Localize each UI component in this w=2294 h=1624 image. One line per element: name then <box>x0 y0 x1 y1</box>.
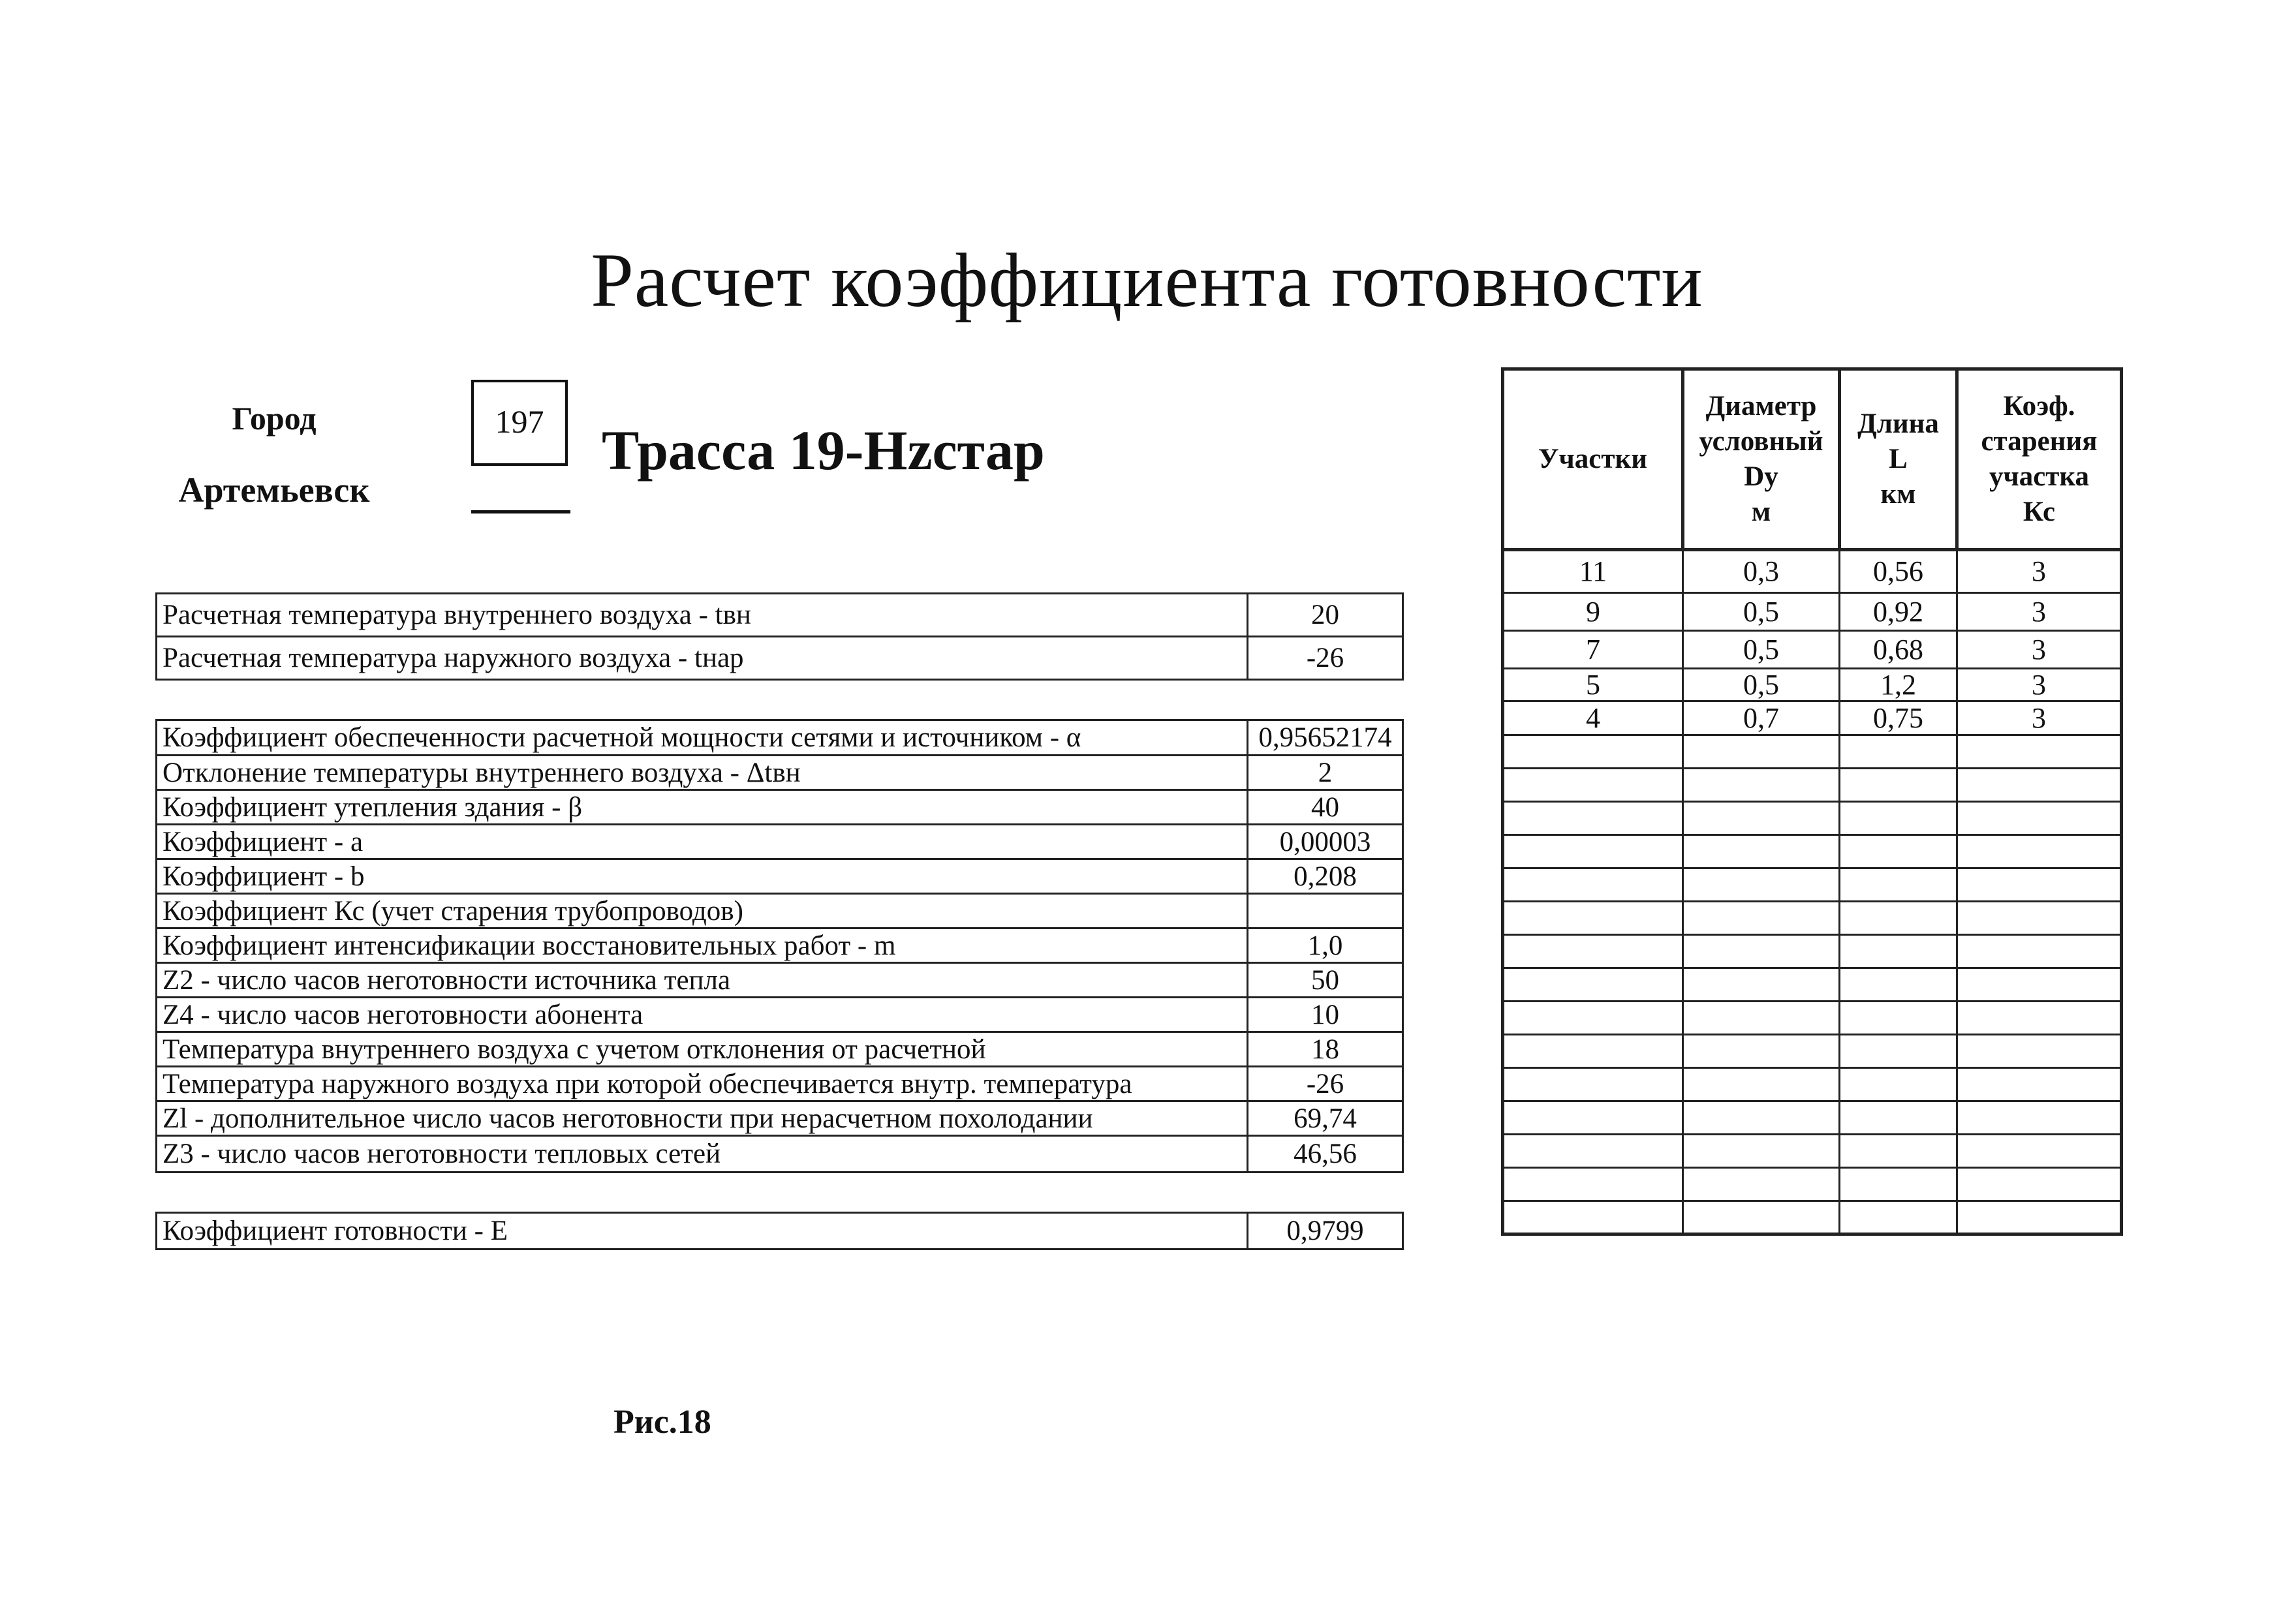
empty-cell <box>1683 1101 1840 1135</box>
header-line: участка <box>1989 461 2090 492</box>
empty-cell <box>1957 735 2122 769</box>
param-value: 1,0 <box>1248 928 1403 963</box>
empty-cell <box>1957 902 2122 935</box>
city-code-box: 197 <box>471 380 568 466</box>
coefficient-row <box>157 1032 1403 1067</box>
empty-cell <box>1683 1002 1840 1035</box>
table-row <box>1503 701 2122 735</box>
empty-cell <box>1840 902 1957 935</box>
empty-row <box>1503 1068 2122 1101</box>
coefficient-row <box>157 756 1403 790</box>
coefficient-row <box>157 1101 1403 1136</box>
empty-cell <box>1840 1135 1957 1168</box>
empty-row <box>1503 1035 2122 1068</box>
temperatures-table <box>155 592 1404 681</box>
empty-cell <box>1683 902 1840 935</box>
segment-aging: 3 <box>1957 550 2122 593</box>
param-value: 0,00003 <box>1248 825 1403 859</box>
empty-cell <box>1503 1035 1683 1068</box>
figure-caption: Рис.18 <box>613 1403 711 1441</box>
param-value: 10 <box>1248 998 1403 1032</box>
coefficient-row <box>157 1067 1403 1101</box>
param-value: 2 <box>1248 756 1403 790</box>
param-label: Коэффициент интенсификации восстановительных работ - m <box>157 928 1248 963</box>
param-label: Zl - дополнительное число часов неготовности при нерасчетном похолодании <box>157 1101 1248 1136</box>
segment-diameter: 0,5 <box>1683 669 1840 701</box>
empty-cell <box>1503 935 1683 968</box>
empty-cell <box>1503 769 1683 802</box>
result-table <box>155 1212 1404 1250</box>
empty-row <box>1503 968 2122 1002</box>
empty-cell <box>1840 1168 1957 1201</box>
empty-cell <box>1503 868 1683 902</box>
empty-cell <box>1957 868 2122 902</box>
empty-cell <box>1503 1068 1683 1101</box>
empty-row <box>1503 902 2122 935</box>
table-row <box>1503 631 2122 669</box>
segment-length: 0,92 <box>1840 593 1957 631</box>
empty-cell <box>1503 902 1683 935</box>
header-line: L <box>1889 444 1908 474</box>
empty-cell <box>1683 835 1840 868</box>
header-line: Коэф. <box>2003 391 2075 421</box>
empty-row <box>1503 1201 2122 1234</box>
header-diameter <box>1683 369 1840 550</box>
param-label: Отклонение температуры внутреннего воздуха - Δtвн <box>157 756 1248 790</box>
param-label: Температура внутреннего воздуха с учетом отклонения от расчетной <box>157 1032 1248 1067</box>
empty-cell <box>1683 1168 1840 1201</box>
header-line: м <box>1751 497 1771 527</box>
segments-header-row <box>1503 369 2122 550</box>
param-value: 20 <box>1248 594 1403 637</box>
param-value <box>1248 894 1403 928</box>
header-line: старения <box>1981 426 2098 457</box>
segment-number: 11 <box>1503 550 1683 593</box>
segment-length: 0,75 <box>1840 701 1957 735</box>
page-title: Расчет коэффициента готовности <box>591 237 1703 323</box>
param-value: 40 <box>1248 790 1403 825</box>
result-value: 0,9799 <box>1248 1213 1403 1249</box>
city-name: Артемьевск <box>178 470 370 510</box>
city-label: Город <box>232 400 317 437</box>
segments-table <box>1501 367 2123 1236</box>
segment-diameter: 0,3 <box>1683 550 1840 593</box>
header-line: Длина <box>1857 408 1939 439</box>
empty-cell <box>1503 735 1683 769</box>
segment-aging: 3 <box>1957 669 2122 701</box>
empty-cell <box>1840 1002 1957 1035</box>
empty-cell <box>1840 802 1957 835</box>
empty-row <box>1503 935 2122 968</box>
header-segments <box>1503 369 1683 550</box>
empty-cell <box>1683 735 1840 769</box>
header-line: Кс <box>2023 497 2056 527</box>
table-row <box>1503 593 2122 631</box>
coefficient-row <box>157 1136 1403 1172</box>
empty-cell <box>1503 1002 1683 1035</box>
param-value: 0,95652174 <box>1248 720 1403 756</box>
param-value: 69,74 <box>1248 1101 1403 1136</box>
param-label: Коэффициент утепления здания - β <box>157 790 1248 825</box>
param-value: 46,56 <box>1248 1136 1403 1172</box>
empty-row <box>1503 1168 2122 1201</box>
empty-cell <box>1840 1068 1957 1101</box>
empty-cell <box>1503 835 1683 868</box>
param-value: -26 <box>1248 637 1403 680</box>
temperature-row <box>157 594 1403 637</box>
coefficient-row <box>157 859 1403 894</box>
segment-diameter: 0,7 <box>1683 701 1840 735</box>
header-line: км <box>1880 479 1916 510</box>
header-aging-coefficient <box>1957 369 2122 550</box>
param-label: Температура наружного воздуха при которой обеспечивается внутр. температура <box>157 1067 1248 1101</box>
empty-cell <box>1503 1201 1683 1234</box>
param-label: Расчетная температура внутреннего воздуха - tвн <box>157 594 1248 637</box>
empty-cell <box>1957 1002 2122 1035</box>
empty-cell <box>1683 1135 1840 1168</box>
result-row <box>157 1213 1403 1249</box>
empty-cell <box>1683 1201 1840 1234</box>
empty-cell <box>1503 1168 1683 1201</box>
param-label: Коэффициент - b <box>157 859 1248 894</box>
empty-row <box>1503 735 2122 769</box>
param-value: 0,208 <box>1248 859 1403 894</box>
empty-cell <box>1840 1035 1957 1068</box>
empty-cell <box>1840 735 1957 769</box>
empty-cell <box>1957 968 2122 1002</box>
coefficient-row <box>157 894 1403 928</box>
param-value: 18 <box>1248 1032 1403 1067</box>
empty-row <box>1503 835 2122 868</box>
segment-aging: 3 <box>1957 593 2122 631</box>
empty-cell <box>1683 868 1840 902</box>
empty-cell <box>1840 835 1957 868</box>
empty-cell <box>1840 1101 1957 1135</box>
segment-number: 4 <box>1503 701 1683 735</box>
empty-row <box>1503 802 2122 835</box>
empty-cell <box>1957 769 2122 802</box>
empty-cell <box>1683 968 1840 1002</box>
segment-length: 0,56 <box>1840 550 1957 593</box>
empty-cell <box>1840 968 1957 1002</box>
empty-cell <box>1683 1068 1840 1101</box>
segment-diameter: 0,5 <box>1683 631 1840 669</box>
empty-row <box>1503 1135 2122 1168</box>
empty-cell <box>1957 802 2122 835</box>
segment-number: 7 <box>1503 631 1683 669</box>
empty-cell <box>1840 769 1957 802</box>
empty-cell <box>1957 835 2122 868</box>
empty-row <box>1503 1002 2122 1035</box>
coefficient-row <box>157 963 1403 998</box>
empty-cell <box>1503 802 1683 835</box>
empty-cell <box>1503 1101 1683 1135</box>
header-line: условный <box>1699 426 1823 457</box>
segment-number: 9 <box>1503 593 1683 631</box>
segment-length: 0,68 <box>1840 631 1957 669</box>
empty-cell <box>1957 1068 2122 1101</box>
coefficient-row <box>157 928 1403 963</box>
coefficients-table <box>155 719 1404 1173</box>
empty-cell <box>1957 1135 2122 1168</box>
coefficient-row <box>157 998 1403 1032</box>
empty-cell <box>1503 968 1683 1002</box>
empty-cell <box>1840 868 1957 902</box>
segment-diameter: 0,5 <box>1683 593 1840 631</box>
empty-cell <box>1957 1168 2122 1201</box>
code-underline <box>471 510 570 513</box>
temperature-row <box>157 637 1403 680</box>
table-row <box>1503 669 2122 701</box>
empty-cell <box>1840 935 1957 968</box>
param-label: Z2 - число часов неготовности источника тепла <box>157 963 1248 998</box>
header-length <box>1840 369 1957 550</box>
empty-cell <box>1683 769 1840 802</box>
route-title: Трасса 19-Hzстар <box>602 419 1045 482</box>
segment-aging: 3 <box>1957 701 2122 735</box>
empty-row <box>1503 1101 2122 1135</box>
empty-cell <box>1957 1201 2122 1234</box>
segment-aging: 3 <box>1957 631 2122 669</box>
header-line: Участки <box>1538 444 1648 474</box>
coefficient-row <box>157 790 1403 825</box>
param-label: Z4 - число часов неготовности абонента <box>157 998 1248 1032</box>
param-label: Z3 - число часов неготовности тепловых сетей <box>157 1136 1248 1172</box>
empty-cell <box>1683 802 1840 835</box>
header-line: Dy <box>1744 461 1778 492</box>
empty-row <box>1503 868 2122 902</box>
coefficient-row <box>157 825 1403 859</box>
param-value: -26 <box>1248 1067 1403 1101</box>
header-line: Диаметр <box>1705 391 1817 421</box>
segment-number: 5 <box>1503 669 1683 701</box>
param-label: Коэффициент Кс (учет старения трубопроводов) <box>157 894 1248 928</box>
empty-cell <box>1957 935 2122 968</box>
empty-cell <box>1840 1201 1957 1234</box>
empty-row <box>1503 769 2122 802</box>
empty-cell <box>1503 1135 1683 1168</box>
table-row <box>1503 550 2122 593</box>
param-value: 50 <box>1248 963 1403 998</box>
coefficient-row <box>157 720 1403 756</box>
empty-cell <box>1683 1035 1840 1068</box>
param-label: Коэффициент обеспеченности расчетной мощности сетями и источником - α <box>157 720 1248 756</box>
param-label: Коэффициент - а <box>157 825 1248 859</box>
empty-cell <box>1957 1101 2122 1135</box>
segment-length: 1,2 <box>1840 669 1957 701</box>
empty-cell <box>1683 935 1840 968</box>
empty-cell <box>1957 1035 2122 1068</box>
result-label: Коэффициент готовности - Е <box>157 1213 1248 1249</box>
param-label: Расчетная температура наружного воздуха - tнар <box>157 637 1248 680</box>
